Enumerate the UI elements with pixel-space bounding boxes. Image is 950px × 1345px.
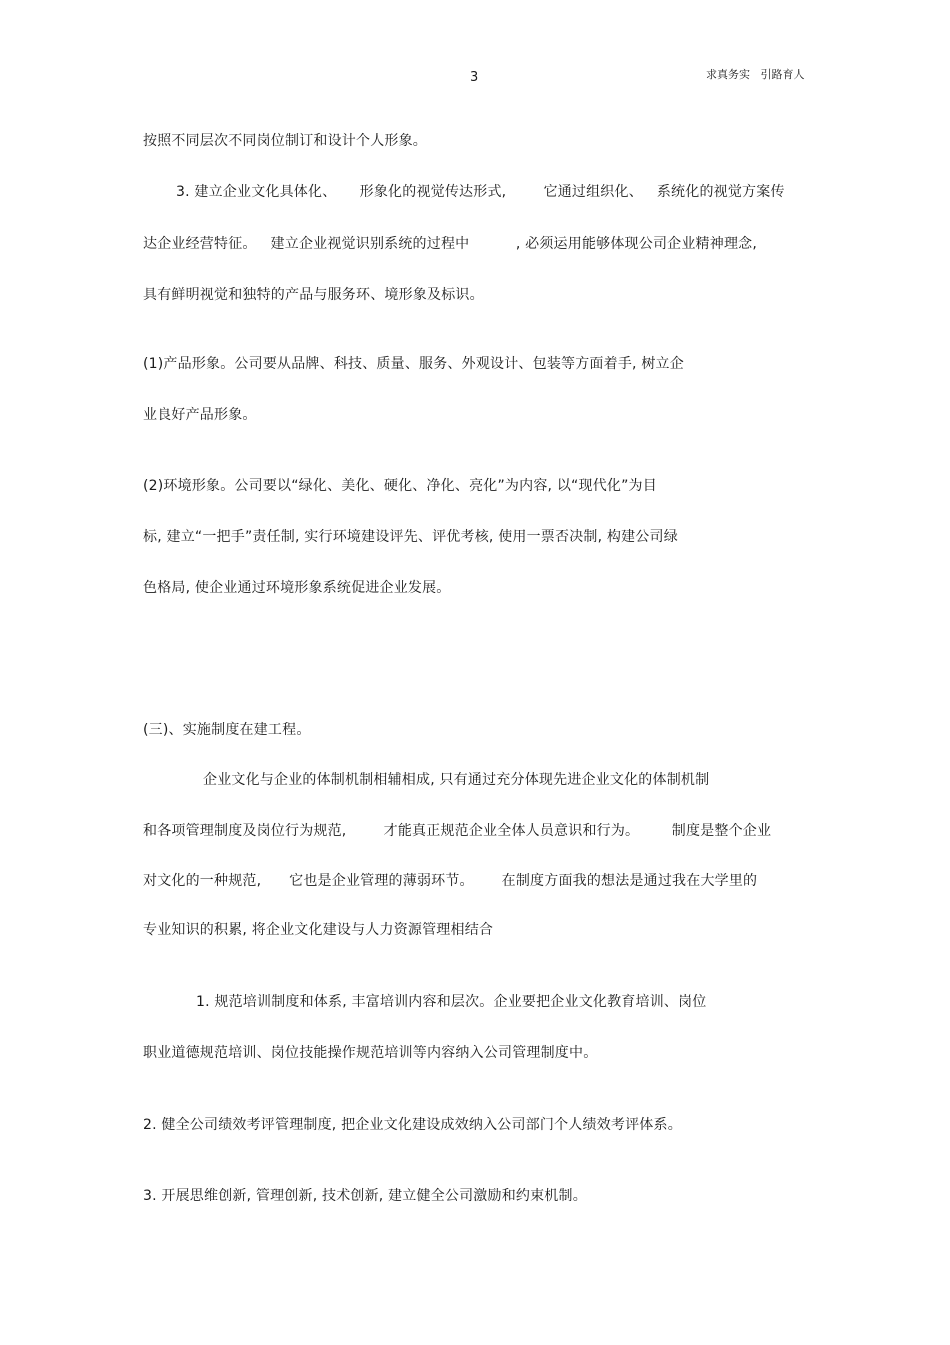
text-line: 业良好产品形象。 (143, 407, 257, 423)
text-line: 标, 建立“一把手”责任制, 实行环境建设评先、评优考核, 使用一票否决制, 构建公司绿 (143, 529, 678, 545)
text-line: 3. 建立企业文化具体化、 形象化的视觉传达形式, 它通过组织化、 系统化的视觉方案传 (176, 184, 785, 200)
page-number: 3 (470, 70, 479, 85)
text-line: 1. 规范培训制度和体系, 丰富培训内容和层次。企业要把企业文化教育培训、岗位 (196, 994, 707, 1010)
text-line: 专业知识的积累, 将企业文化建设与人力资源管理相结合 (143, 922, 494, 938)
text-line: 企业文化与企业的体制机制相辅相成, 只有通过充分体现先进企业文化的体制机制 (203, 772, 710, 788)
text-line: 2. 健全公司绩效考评管理制度, 把企业文化建设成效纳入公司部门个人绩效考评体系。 (143, 1117, 682, 1133)
text-line: 具有鲜明视觉和独特的产品与服务环、境形象及标识。 (143, 287, 484, 303)
text-line: (1)产品形象。公司要从品牌、科技、质量、服务、外观设计、包装等方面着手, 树立企 (143, 356, 684, 372)
text-line: 职业道德规范培训、岗位技能操作规范培训等内容纳入公司管理制度中。 (143, 1045, 598, 1061)
text-line: 对文化的一种规范, 它也是企业管理的薄弱环节。 在制度方面我的想法是通过我在大学里的 (143, 873, 758, 889)
text-line: 按照不同层次不同岗位制订和设计个人形象。 (143, 133, 427, 149)
section-heading: (三)、实施制度在建工程。 (143, 722, 311, 738)
text-line: 3. 开展思维创新, 管理创新, 技术创新, 建立健全公司激励和约束机制。 (143, 1188, 587, 1204)
text-line: (2)环境形象。公司要以“绿化、美化、硬化、净化、亮化”为内容, 以“现代化”为目 (143, 478, 657, 494)
text-line: 达企业经营特征。 建立企业视觉识别系统的过程中 , 必须运用能够体现公司企业精神理念, (143, 236, 758, 252)
text-line: 色格局, 使企业通过环境形象系统促进企业发展。 (143, 580, 451, 596)
text-line: 和各项管理制度及岗位行为规范, 才能真正规范企业全体人员意识和行为。 制度是整个企业 (143, 823, 772, 839)
header-motto: 求真务实 引路育人 (706, 68, 805, 81)
